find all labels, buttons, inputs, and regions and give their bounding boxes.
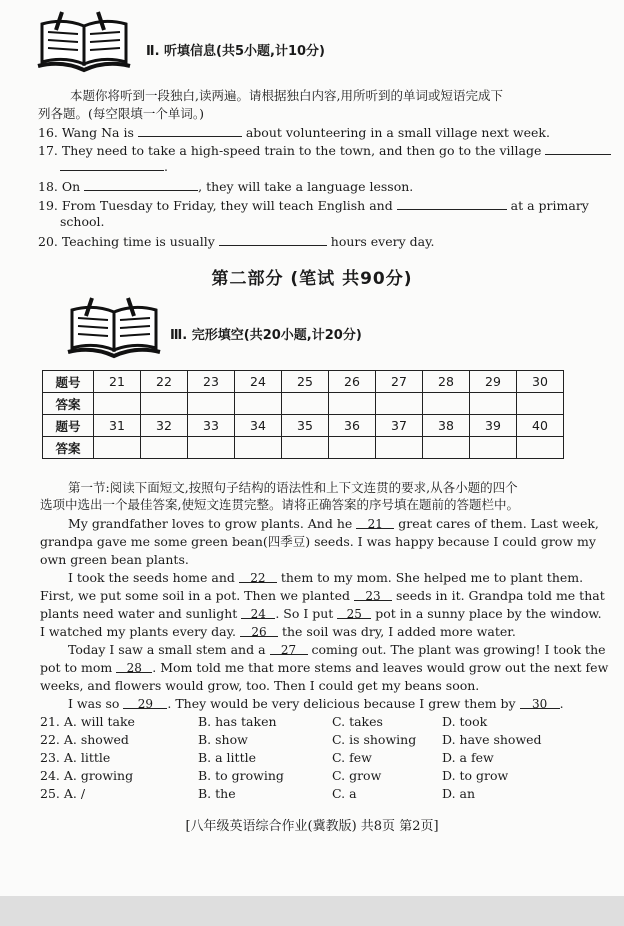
option-25-b[interactable]: B. the [198,786,236,801]
answer-cell[interactable] [376,393,423,415]
answer-cell[interactable] [470,437,517,459]
cloze-blank-21: 21 [356,516,394,529]
table-cell: 26 [329,371,376,393]
option-22-d[interactable]: D. have showed [442,732,542,747]
cloze-blank-24: 24 [241,606,275,619]
cloze-blank-30: 30 [520,696,560,709]
table-row [43,437,564,459]
label-question-no: 题号 [43,371,94,393]
question-20: 20. Teaching time is usually hours every day. [38,234,435,249]
question-16: 16. Wang Na is about volunteering in a small village next week. [38,125,550,140]
cloze-blank-23: 23 [354,588,392,601]
table-cell: 31 [94,415,141,437]
passage-line-4: I took the seeds home and 22 them to my mom. She helped me to plant them. [68,570,584,585]
answer-cell[interactable] [282,393,329,415]
answer-cell[interactable] [423,437,470,459]
option-24-d[interactable]: D. to grow [442,768,509,783]
passage-line-9: pot to mom 28 . Mom told me that more stems and leaves would grow out the next few [40,660,609,675]
bottom-margin [0,896,624,926]
option-23-a[interactable]: 23. A. little [40,750,111,765]
option-21-b[interactable]: B. has taken [198,714,277,729]
cloze-instruction-2: 选项中选出一个最佳答案,使短文连贯完整。请将正确答案的序号填在题前的答题栏中。 [40,497,519,512]
cloze-blank-29: 29 [123,696,167,709]
table-cell: 39 [470,415,517,437]
option-24-b[interactable]: B. to growing [198,768,284,783]
section-3-title: Ⅲ. 完形填空(共20小题,计20分) [170,328,362,343]
answer-blank-17[interactable] [545,142,611,155]
answer-blank-19[interactable] [397,197,507,210]
passage-line-10: weeks, and flowers would grow, too. Then I could get my beans soon. [40,678,480,693]
passage-line-7: I watched my plants every day. 26 the soil was dry, I added more water. [40,624,516,639]
instruction-line-1: 本题你将听到一段独白,读两遍。请根据独白内容,用所听到的单词或短语完成下 [70,88,503,103]
table-cell: 38 [423,415,470,437]
answer-blank-20[interactable] [219,233,327,246]
table-row [43,393,564,415]
cloze-blank-25: 25 [337,606,371,619]
cloze-blank-28: 28 [116,660,152,673]
question-19: 19. From Tuesday to Friday, they will teach English and at a primary [38,198,589,213]
answer-blank-17b[interactable] [60,158,164,171]
question-18: 18. On , they will take a language lesson. [38,179,414,194]
option-24-c[interactable]: C. grow [332,768,382,783]
label-question-no: 题号 [43,415,94,437]
answer-cell[interactable] [235,437,282,459]
answer-cell[interactable] [517,393,564,415]
table-cell: 29 [470,371,517,393]
question-17-continued: . [60,158,168,175]
option-22-b[interactable]: B. show [198,732,248,747]
answer-cell[interactable] [94,393,141,415]
option-25-c[interactable]: C. a [332,786,357,801]
table-cell: 40 [517,415,564,437]
option-24-a[interactable]: 24. A. growing [40,768,134,783]
answer-cell[interactable] [376,437,423,459]
passage-line-2: grandpa gave me some green bean(四季豆) seeds. I was happy because I could grow my [40,534,596,549]
passage-line-5: First, we put some soil in a pot. Then we planted 23 seeds in it. Grandpa told me that [40,588,605,603]
option-23-c[interactable]: C. few [332,750,372,765]
answer-cell[interactable] [470,393,517,415]
option-23-b[interactable]: B. a little [198,750,256,765]
table-row [43,415,564,437]
cloze-blank-27: 27 [270,642,308,655]
answer-blank-16[interactable] [138,124,242,137]
option-21-a[interactable]: 21. A. will take [40,714,135,729]
answer-cell[interactable] [188,393,235,415]
option-21-c[interactable]: C. takes [332,714,383,729]
label-answer: 答案 [43,437,94,459]
cloze-blank-22: 22 [239,570,277,583]
answer-cell[interactable] [329,393,376,415]
table-cell: 25 [282,371,329,393]
answer-cell[interactable] [329,437,376,459]
passage-line-11: I was so 29 . They would be very delicious because I grew them by 30 . [68,696,564,711]
table-cell: 32 [141,415,188,437]
question-19-continued: school. [60,214,105,229]
answer-cell[interactable] [423,393,470,415]
table-cell: 22 [141,371,188,393]
cloze-blank-26: 26 [240,624,278,637]
cloze-instruction-1: 第一节:阅读下面短文,按照句子结构的语法性和上下文连贯的要求,从各小题的四个 [68,480,518,495]
passage-line-6: plants need water and sunlight 24 . So I put 25 pot in a sunny place by the window. [40,606,602,621]
answer-cell[interactable] [517,437,564,459]
table-cell: 27 [376,371,423,393]
answer-cell[interactable] [282,437,329,459]
table-cell: 34 [235,415,282,437]
table-cell: 21 [94,371,141,393]
option-25-d[interactable]: D. an [442,786,476,801]
table-cell: 37 [376,415,423,437]
answer-cell[interactable] [188,437,235,459]
answer-cell[interactable] [94,437,141,459]
table-cell: 33 [188,415,235,437]
answer-cell[interactable] [141,437,188,459]
open-book-icon [34,10,134,76]
open-book-icon [64,296,164,362]
table-cell: 35 [282,415,329,437]
passage-line-1: My grandfather loves to grow plants. And he 21 great cares of them. Last week, [68,516,599,531]
option-22-a[interactable]: 22. A. showed [40,732,129,747]
table-row [43,371,564,393]
table-cell: 24 [235,371,282,393]
label-answer: 答案 [43,393,94,415]
option-22-c[interactable]: C. is showing [332,732,417,747]
question-17: 17. They need to take a high-speed train to the town, and then go to the village [38,142,611,159]
answer-table [42,370,564,459]
option-23-d[interactable]: D. a few [442,750,494,765]
passage-line-8: Today I saw a small stem and a 27 coming out. The plant was growing! I took the [68,642,606,657]
table-cell: 23 [188,371,235,393]
part-2-heading: 第二部分 (笔试 共90分) [211,269,413,289]
table-cell: 30 [517,371,564,393]
answer-cell[interactable] [235,393,282,415]
option-21-d[interactable]: D. took [442,714,488,729]
answer-cell[interactable] [141,393,188,415]
passage-line-3: own green bean plants. [40,552,189,567]
page-footer: [八年级英语综合作业(冀教版) 共8页 第2页] [185,819,439,834]
section-2-title: Ⅱ. 听填信息(共5小题,计10分) [146,44,325,59]
option-25-a[interactable]: 25. A. / [40,786,86,801]
instruction-line-2: 列各题。(每空限填一个单词。) [38,106,205,121]
table-cell: 28 [423,371,470,393]
table-cell: 36 [329,415,376,437]
answer-blank-18[interactable] [84,178,198,191]
